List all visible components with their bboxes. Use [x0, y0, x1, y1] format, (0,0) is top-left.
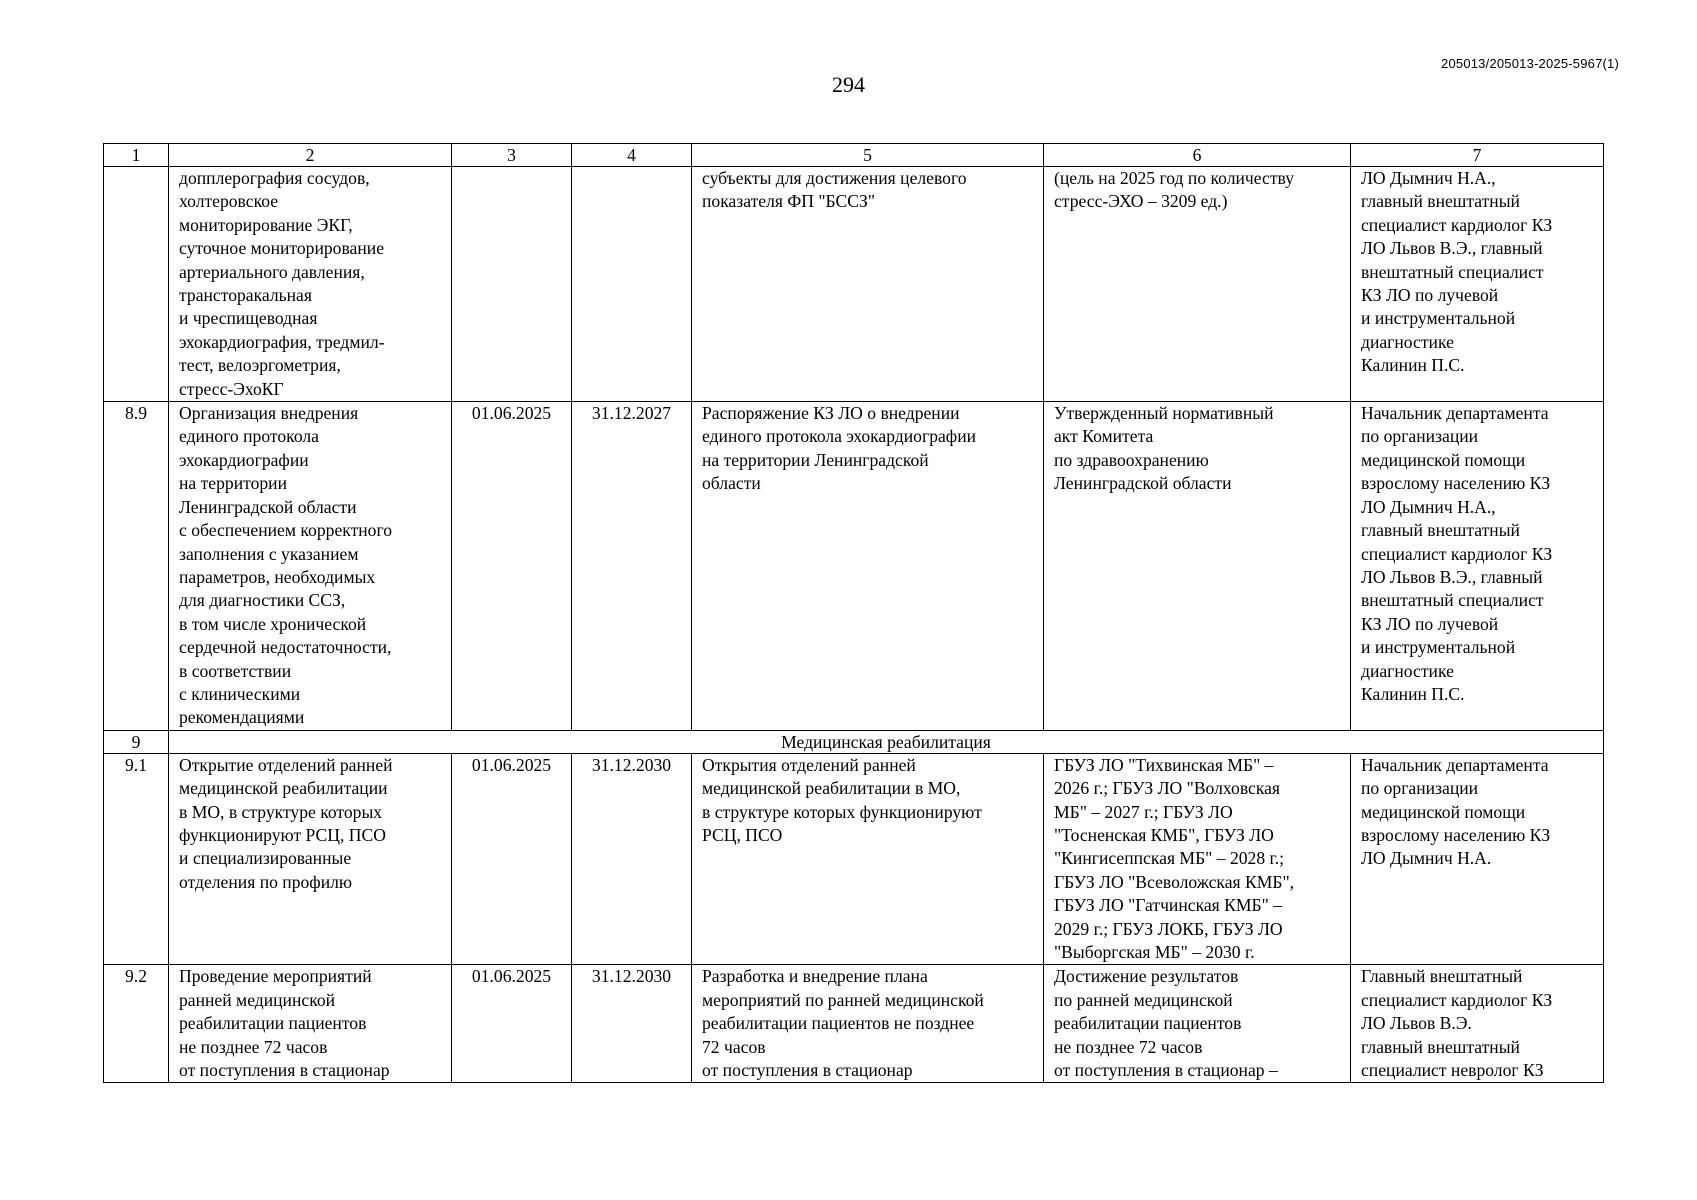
result-cell: Утвержденный нормативный акт Комитета по здравоохранению Ленинградской области [1044, 402, 1351, 731]
end-date-cell: 31.12.2030 [572, 965, 692, 1083]
column-number-row [104, 144, 1604, 167]
table-row [104, 402, 1604, 731]
column-header: 3 [452, 144, 572, 167]
item-number: 9.2 [104, 965, 169, 1083]
page-number: 294 [832, 72, 865, 97]
result-cell: Достижение результатов по ранней медицинской реабилитации пациентов не позднее 72 часов от поступления в стационар – [1044, 965, 1351, 1083]
item-number: 8.9 [104, 402, 169, 731]
end-date-cell: 31.12.2030 [572, 753, 692, 965]
table-row [104, 753, 1604, 965]
document-id: 205013/205013-2025-5967(1) [1441, 56, 1619, 71]
document-cell: Открытия отделений ранней медицинской реабилитации в МО, в структуре которых функционируют РСЦ, ПСО [692, 753, 1044, 965]
document-cell: Распоряжение КЗ ЛО о внедрении единого протокола эхокардиографии на территории Ленинградской области [692, 402, 1044, 731]
item-number: 9.1 [104, 753, 169, 965]
result-cell: ГБУЗ ЛО "Тихвинская МБ" – 2026 г.; ГБУЗ ЛО "Волховская МБ" – 2027 г.; ГБУЗ ЛО "Тосненская КМБ", ГБУЗ ЛО "Кингисеппская МБ" – 2028 г.; ГБУЗ ЛО "Всеволожская КМБ", ГБУЗ ЛО "Гатчинская КМБ" – 2029 г.; ГБУЗ ЛОКБ, ГБУЗ ЛО "Выборгская МБ" – 2030 г. [1044, 753, 1351, 965]
measure-cell: допплерография сосудов, холтеровское мониторирование ЭКГ, суточное мониторирование артериального давления, трансторакальная и чреспищеводная эхокардиография, тредмил- тест, велоэргометрия, стресс-ЭхоКГ [169, 167, 452, 402]
start-date-cell: 01.06.2025 [452, 965, 572, 1083]
section-title: Медицинская реабилитация [169, 730, 1604, 753]
result-cell: (цель на 2025 год по количеству стресс-ЭХО – 3209 ед.) [1044, 167, 1351, 402]
measure-cell: Проведение мероприятий ранней медицинской реабилитации пациентов не позднее 72 часов от поступления в стационар [169, 965, 452, 1083]
end-date-cell: 31.12.2027 [572, 402, 692, 731]
column-header: 4 [572, 144, 692, 167]
column-header: 7 [1351, 144, 1604, 167]
responsible-cell: Начальник департамента по организации медицинской помощи взрослому населению КЗ ЛО Дымнич Н.А. [1351, 753, 1604, 965]
measure-cell: Открытие отделений ранней медицинской реабилитации в МО, в структуре которых функционируют РСЦ, ПСО и специализированные отделения по профилю [169, 753, 452, 965]
column-header: 2 [169, 144, 452, 167]
section-number: 9 [104, 730, 169, 753]
responsible-cell: Главный внештатный специалист кардиолог КЗ ЛО Львов В.Э. главный внештатный специалист невролог КЗ [1351, 965, 1604, 1083]
table-row [104, 167, 1604, 402]
start-date-cell: 01.06.2025 [452, 753, 572, 965]
column-header: 1 [104, 144, 169, 167]
start-date-cell: 01.06.2025 [452, 402, 572, 731]
responsible-cell: Начальник департамента по организации медицинской помощи взрослому населению КЗ ЛО Дымнич Н.А., главный внештатный специалист кардиолог КЗ ЛО Львов В.Э., главный внештатный специалист КЗ ЛО по лучевой и инструментальной диагностике Калинин П.С. [1351, 402, 1604, 731]
table-row [104, 965, 1604, 1083]
start-date-cell [452, 167, 572, 402]
section-row [104, 730, 1604, 753]
item-number [104, 167, 169, 402]
document-cell: Разработка и внедрение плана мероприятий по ранней медицинской реабилитации пациентов не позднее 72 часов от поступления в стационар [692, 965, 1044, 1083]
column-header: 6 [1044, 144, 1351, 167]
document-cell: субъекты для достижения целевого показателя ФП "БССЗ" [692, 167, 1044, 402]
responsible-cell: ЛО Дымнич Н.А., главный внештатный специалист кардиолог КЗ ЛО Львов В.Э., главный внештатный специалист КЗ ЛО по лучевой и инструментальной диагностике Калинин П.С. [1351, 167, 1604, 402]
end-date-cell [572, 167, 692, 402]
measure-cell: Организация внедрения единого протокола эхокардиографии на территории Ленинградской области с обеспечением корректного заполнения с указанием параметров, необходимых для диагностики ССЗ, в том числе хронической сердечной недостаточности, в соответствии с клиническими рекомендациями [169, 402, 452, 731]
action-plan-table [103, 143, 1604, 1083]
column-header: 5 [692, 144, 1044, 167]
